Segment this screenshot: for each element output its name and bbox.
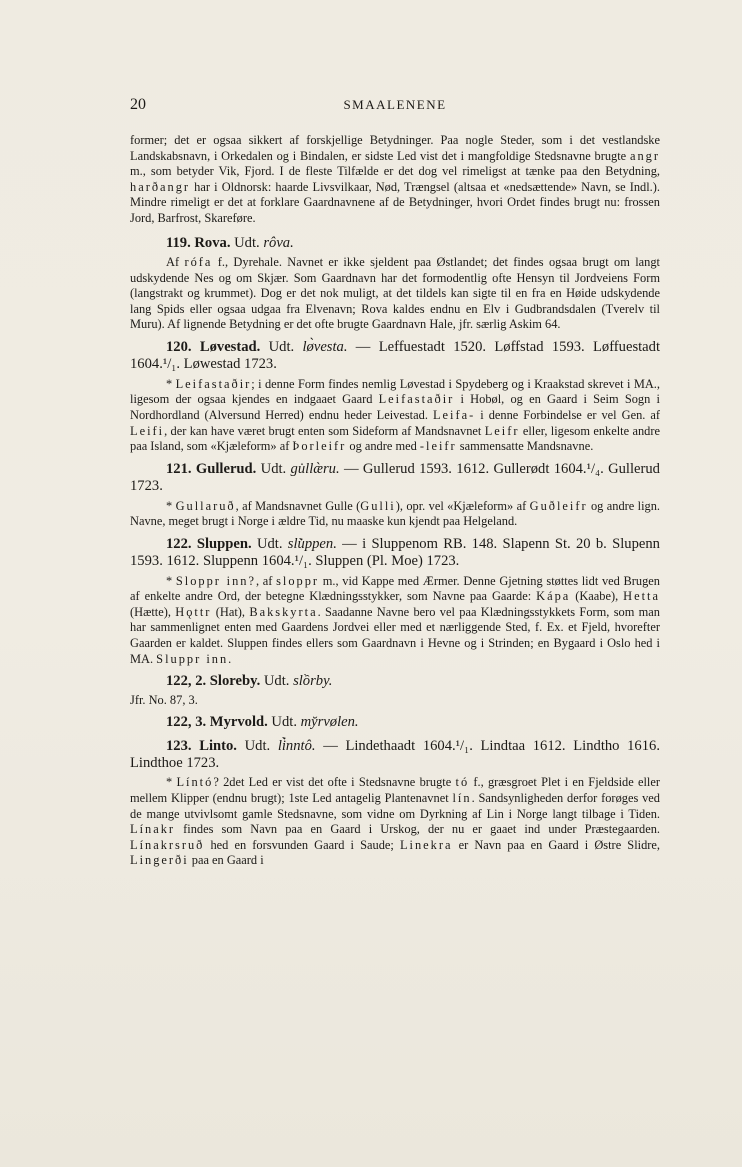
entry-121-heading: 121. Gullerud. Udt. gu̇llæ̀ru. — Gullerud 1593. 1612. Gullerødt 1604.¹/₄. Gullerud 1723. (130, 460, 660, 495)
entry-122-2-reference: Jfr. No. 87, 3. (130, 692, 198, 707)
entry-122-note: * Sloppr inn?, af sloppr m., vid Kappe med Ærmer. Denne Gjetning støttes lidt ved Brugen af enkelte andre Ord, der betegne Klædningsstykker, som Navne paa Gaarde: Kápa (Kaabe), Hetta (Hætte), Hǫttr (Hat), Bakskyrta. Saadanne Navne bero vel paa Klædningsstykkets Form, som man har sammenlignet enten med Gaardens Jordvei eller med et nærliggende Sted, f. Ex. et Fjeld, hvorefter Gaarden er kaldet. Sluppen findes ellers som Gaardnavn i Hevne og i Strinden; en Bygaard i Oslo hed i MA. Sluppr inn. (130, 573, 661, 666)
page-number: 20 (130, 96, 146, 113)
entry-119-heading: 119. Rova. Udt. rôva. (166, 234, 294, 251)
entry-121-note: * Gullaruð, af Mandsnavnet Gulle (Gulli), opr. vel «Kjæleform» af Guðleifr og andre lign. Navne, meget brugt i Norge i ældre Tid, nu maaske kun kjendt paa Helgeland. (130, 498, 661, 529)
running-head: SMAALENENE (343, 97, 447, 112)
intro-paragraph: former; det er ogsaa sikkert af forskjellige Betydninger. Paa nogle Steder, som i det vestlandske Landskabsnavn, i Orkedalen og i Bindalen, er sidste Led vist det i mangfoldige Stedsnavne brugte angr m., som betyder Vik, Fjord. I de fleste Tilfælde er det dog vel rimeligst at tænke paa den Betydning, harðangr har i Oldnorsk: haarde Livsvilkaar, Nød, Trængsel (altsaa et «nedsættende» Navn, se Indl.). Mindre rimeligt er det at forklare Gaardnavnene af de Betydninger, hvori Ordet findes brugt nu: frossen Jord, Barfrost, Skareføre. (130, 133, 660, 225)
entry-123-note: * Líntó? 2det Led er vist det ofte i Stedsnavne brugte tó f., græsgroet Plet i en Fjeldside eller mellem Klipper (endnu brugt); 1ste Led antagelig Plantenavnet lín. Sandsynligheden derfor forøges ved de mange utvivlsomt gamle Stedsnavne, som vidne om Dyrkning af Lin i Norge langt tilbage i Tiden. Línakr findes som Navn paa en Gaard i Urskog, der nu er gaaet ind under Præstegaarden. Línakrsruð hed en forsvunden Gaard i Saude; Linekra er Navn paa en Gaard i Østre Slidre, Lingerði paa en Gaard i (130, 775, 661, 868)
entry-120-heading: 120. Løvestad. Udt. lø̀vesta. — Leffuestadt 1520. Løffstad 1593. Løffuestadt 1604.¹/₁. Løwestad 1723. (130, 338, 661, 373)
entry-122-2-heading: 122, 2. Sloreby. Udt. slồrby. (166, 673, 333, 690)
entry-122-3-heading: 122, 3. Myrvold. Udt. my̆rvølen. (166, 714, 359, 731)
page-header (130, 96, 660, 118)
entry-123-heading: 123. Linto. Udt. li̇̀nntô. — Lindethaadt 1604.¹/₁. Lindtaa 1612. Lindtho 1616. Lindthoe 1723. (130, 737, 660, 771)
page-body (130, 133, 660, 869)
entry-119-note: Af rófa f., Dyrehale. Navnet er ikke sjeldent paa Østlandet; det findes ogsaa brugt om langt udskydende Nes og om Skjær. Som Gaardnavn har det formodentlig ofte Hensyn til Jordveiens Form (langstrakt og krummet). Dog er det nok muligt, at det tildels kan sigte til en fra en Høide udskydende lang Spids eller ogsaa udgaa fra Elvenavn; Rova kaldes endnu en Elv i Gudbrandsdalen (Tverelv til Muru). Af lignende Betydning er det ofte brugte Gaardnavn Hale, jfr. særlig Askim 64. (130, 254, 660, 332)
entry-122-heading: 122. Sluppen. Udt. slu̇̀ppen. — i Sluppenom RB. 148. Slapenn St. 20 b. Slupenn 1593. 1612. Sluppenn 1604.¹/₁. Sluppen (Pl. Moe) 1723. (130, 535, 660, 570)
entry-120-note: * Leifastaðir; i denne Form findes nemlig Løvestad i Spydeberg og i Kraakstad skrevet i MA., ligesom der ogsaa kjendes en indgaaet Gaard Leifastaðir i Hobøl, og en Gaard i Seim Sogn i Nordhordland (Alversund Herred) endnu heder Leivestad. Leifa- i denne Forbindelse er vel Gen. af Leifi, der kan have været brugt enten som Sideform af Mandsnavnet Leifr eller, ligesom enkelte andre paa Island, som «Kjæleform» af Þorleifr og andre med -leifr sammensatte Mandsnavne. (130, 376, 661, 454)
